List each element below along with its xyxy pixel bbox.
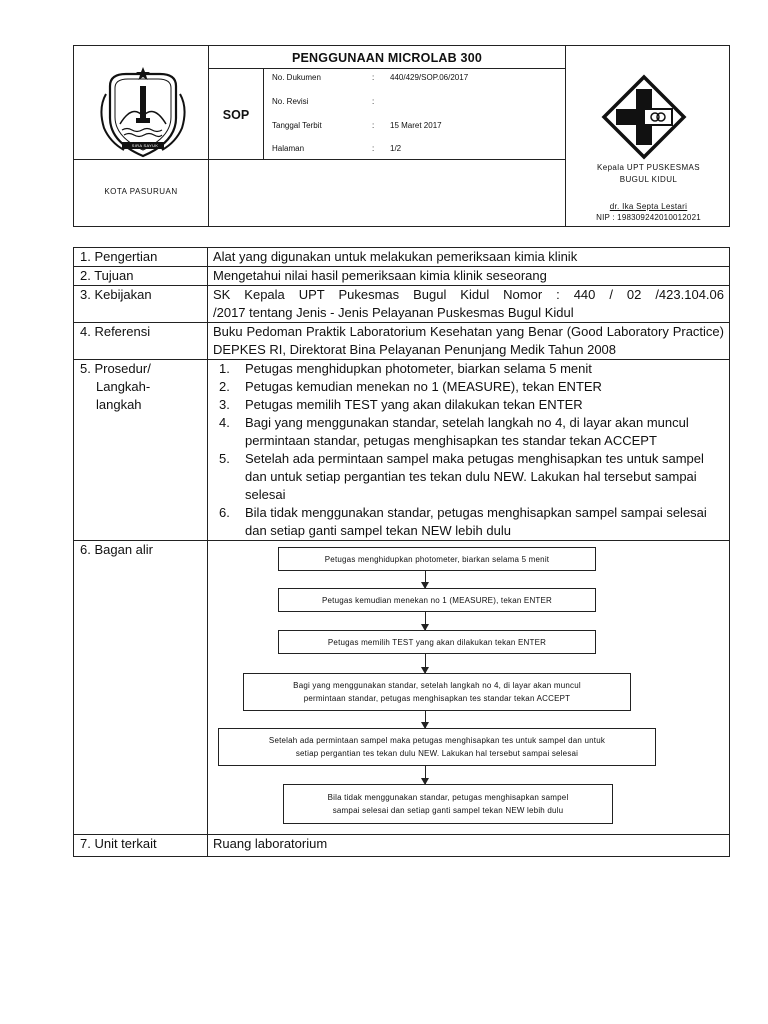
list-item: 3. Petugas memilih TEST yang akan dilakukan tekan ENTER bbox=[219, 397, 583, 412]
row-pengertian bbox=[74, 248, 730, 267]
label-bagan-alir: 6. Bagan alir bbox=[74, 541, 208, 835]
arrow-down-icon bbox=[425, 612, 426, 630]
row-prosedur bbox=[74, 360, 730, 541]
flowchart-step-2: Petugas kemudian menekan no 1 (MEASURE), tekan ENTER bbox=[278, 588, 596, 612]
list-item: 2. Petugas kemudian menekan no 1 (MEASURE), tekan ENTER bbox=[219, 379, 602, 394]
row-bagan-alir bbox=[74, 541, 730, 835]
list-item: 4. Bagi yang menggunakan standar, setelah langkah no 4, di layar akan muncul permintaan standar, petugas menghisapkan tes standar tekan ACCEPT bbox=[219, 415, 689, 448]
list-item: 1. Petugas menghidupkan photometer, biarkan selama 5 menit bbox=[219, 361, 592, 376]
list-item: 5. Setelah ada permintaan sampel maka petugas menghisapkan tes untuk sampel dan untuk setiap pergantian tes tekan dulu NEW. Lakukan hal tersebut sampai selesai bbox=[219, 451, 704, 502]
flowchart-step-4: Bagi yang menggunakan standar, setelah langkah no 4, di layar akan muncul permintaan standar, petugas menghisapkan tes standar tekan ACCEPT bbox=[243, 673, 631, 711]
arrow-down-icon bbox=[425, 711, 426, 728]
signatory-nip: NIP : 198309242010012021 bbox=[596, 213, 701, 222]
arrow-down-icon bbox=[425, 654, 426, 673]
text-tujuan: Mengetahui nilai hasil pemeriksaan kimia klinik seseorang bbox=[208, 267, 730, 286]
text-kebijakan: SK Kepala UPT Pukesmas Bugul Kidul Nomor : 440 / 02 /423.104.06 /2017 tentang Jenis - Jenis Pelayanan Puskesmas Bugul Kidul bbox=[208, 286, 730, 323]
label-kebijakan: 3. Kebijakan bbox=[74, 286, 208, 323]
arrow-down-icon bbox=[425, 766, 426, 784]
arrow-down-icon bbox=[425, 571, 426, 588]
sop-header: SIRA SAYUK KOTA PASURUAN PENGGUNAAN MICROLAB 300 SOP No. Dukumen : 440/429/SOP.06/2017 No. Revisi : Tanggal Terbit : 15 Maret 2017 Halaman : 1/2 Kepala UPT PUSKESMAS BUGUL KIDUL dr. Ika Septa Lestari NIP : 198309242010012021 bbox=[73, 45, 730, 227]
flowchart-cell bbox=[208, 541, 730, 835]
flowchart-step-1: Petugas menghidupkan photometer, biarkan selama 5 menit bbox=[278, 547, 596, 571]
signatory-title: Kepala UPT PUSKESMAS BUGUL KIDUL bbox=[596, 163, 700, 184]
row-kebijakan bbox=[74, 286, 730, 323]
text-pengertian: Alat yang digunakan untuk melakukan pemeriksaan kimia klinik bbox=[208, 248, 730, 267]
label-unit-terkait: 7. Unit terkait bbox=[74, 835, 208, 857]
flowchart-step-6: Bila tidak menggunakan standar, petugas menghisapkan sampel sampai selesai dan setiap ganti sampel tekan NEW lebih dulu bbox=[283, 784, 613, 824]
crest-motto: SIRA SAYUK bbox=[131, 143, 159, 148]
row-tujuan bbox=[74, 267, 730, 286]
label-referensi: 4. Referensi bbox=[74, 323, 208, 360]
city-caption: KOTA PASURUAN bbox=[104, 187, 178, 196]
puskesmas-logo bbox=[598, 71, 690, 171]
kota-pasuruan-crest bbox=[74, 46, 208, 226]
label-tujuan: 2. Tujuan bbox=[74, 267, 208, 286]
flowchart-step-3: Petugas memilih TEST yang akan dilakukan tekan ENTER bbox=[278, 630, 596, 654]
sop-label: SOP bbox=[222, 108, 250, 122]
row-unit-terkait bbox=[74, 835, 730, 857]
flowchart-step-5: Setelah ada permintaan sampel maka petugas menghisapkan tes untuk sampel dan untuk setiap pergantian tes tekan dulu NEW. Lakukan hal tersebut sampai selesai bbox=[218, 728, 656, 766]
text-unit-terkait: Ruang laboratorium bbox=[208, 835, 730, 857]
puskesmas-logo-icon bbox=[598, 71, 690, 171]
procedure-steps bbox=[208, 360, 730, 541]
list-item: 6. Bila tidak menggunakan standar, petugas menghisapkan sampel sampai selesai dan setiap ganti sampel tekan NEW lebih dulu bbox=[219, 505, 707, 538]
label-prosedur: 5. Prosedur/ Langkah- langkah bbox=[74, 360, 208, 541]
label-pengertian: 1. Pengertian bbox=[74, 248, 208, 267]
text-referensi: Buku Pedoman Praktik Laboratorium Kesehatan yang Benar (Good Laboratory Practice) DEPKES RI, Direktorat Bina Pelayanan Penunjang Medik Tahun 2008 bbox=[208, 323, 730, 360]
sop-content-table bbox=[73, 247, 730, 857]
document-title: PENGGUNAAN MICROLAB 300 bbox=[291, 51, 483, 65]
row-referensi bbox=[74, 323, 730, 360]
flowchart bbox=[213, 541, 724, 834]
signatory-name: dr. Ika Septa Lestari bbox=[609, 202, 688, 211]
